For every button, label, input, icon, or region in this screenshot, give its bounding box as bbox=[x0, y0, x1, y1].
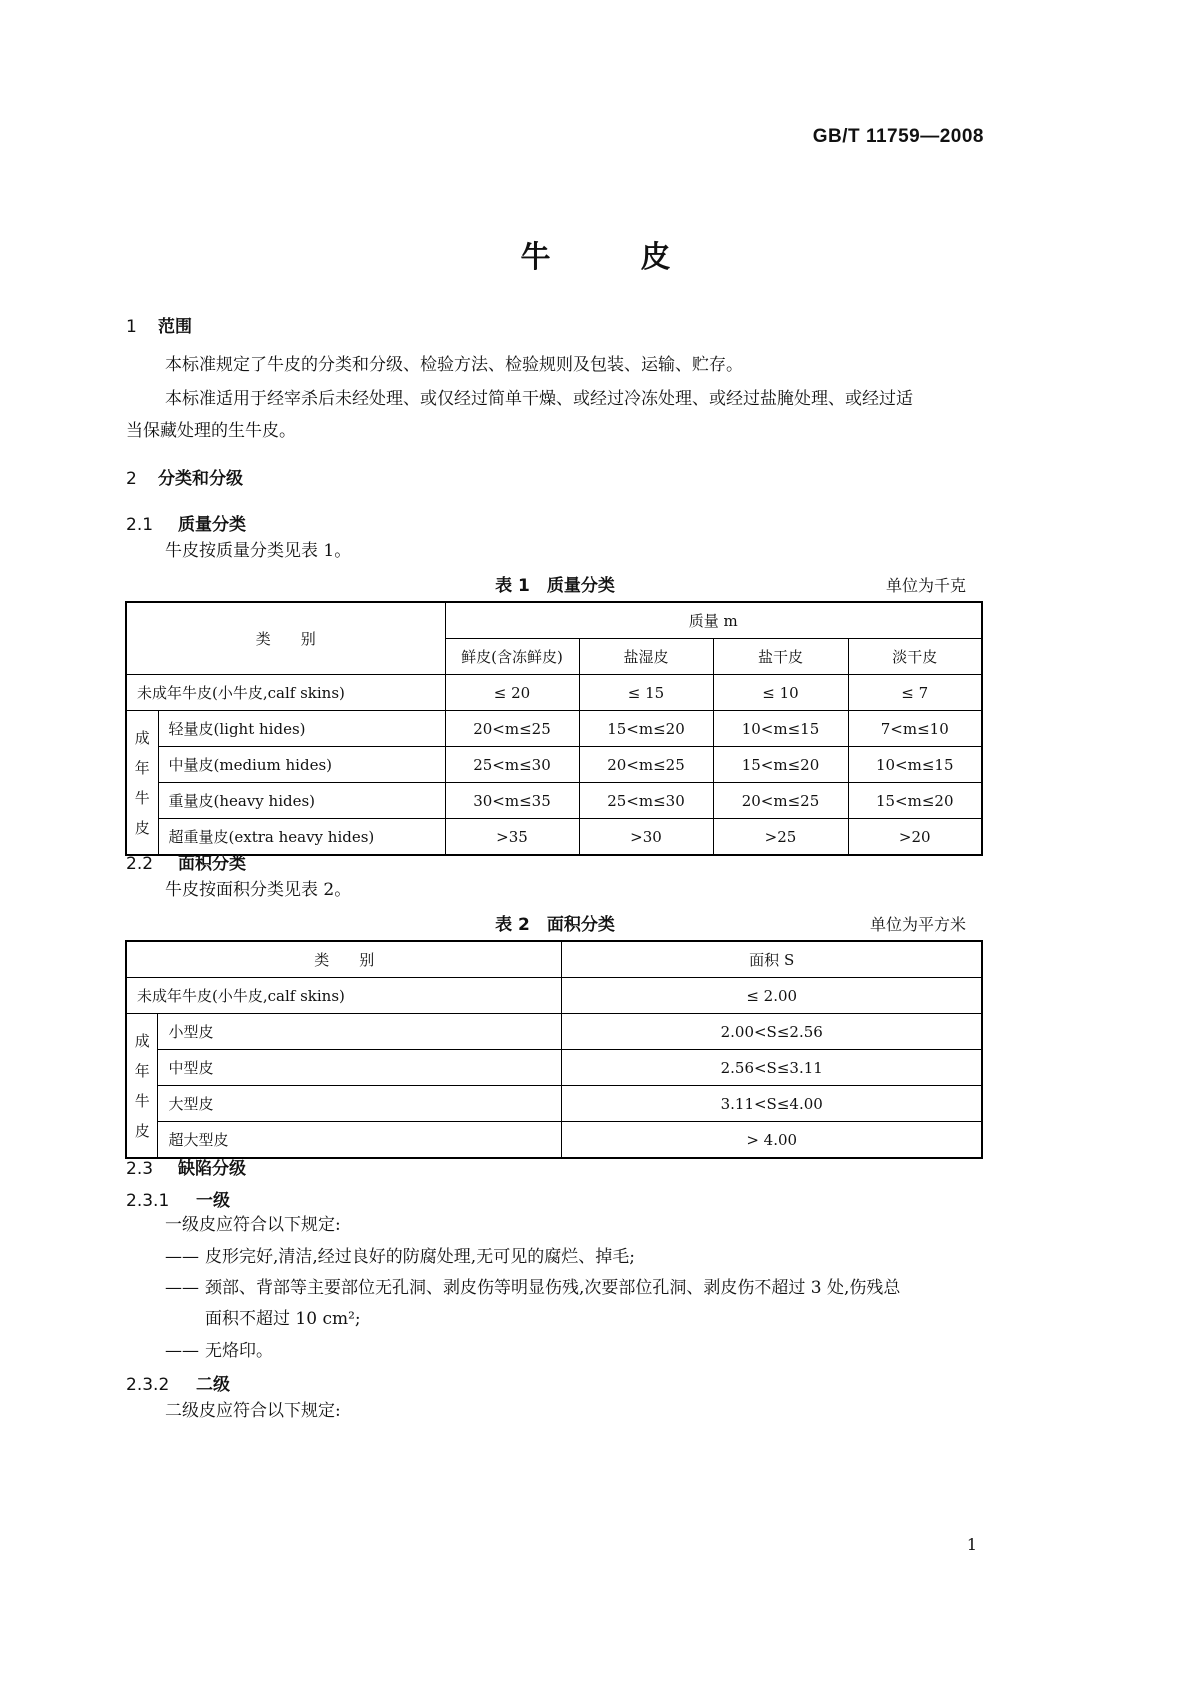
section-2-2-heading bbox=[126, 849, 246, 874]
table-cell: >20 bbox=[848, 819, 982, 856]
section-title: 分类和分级 bbox=[158, 469, 243, 489]
table-header-area: 面积 S bbox=[562, 941, 982, 978]
table-cell: >25 bbox=[713, 819, 848, 856]
section-number: 1 bbox=[126, 317, 137, 337]
section-2-heading bbox=[126, 464, 243, 489]
table-cell: ≤ 15 bbox=[579, 675, 713, 711]
table-2-caption: 表 2 面积分类 bbox=[495, 915, 615, 935]
section-title: 一级 bbox=[196, 1191, 230, 1211]
dash-marker: —— bbox=[165, 1247, 199, 1267]
row-label: 未成年牛皮(小牛皮,calf skins) bbox=[126, 978, 562, 1014]
table-header-cell: 盐干皮 bbox=[713, 639, 848, 675]
paragraph-continuation: 当保藏处理的生牛皮。 bbox=[126, 421, 296, 441]
paragraph: 本标准适用于经宰杀后未经处理、或仅经过简单干燥、或经过冷冻处理、或经过盐腌处理、或经过适 bbox=[165, 389, 913, 409]
table-row bbox=[126, 1050, 982, 1086]
table-cell: 15<m≤20 bbox=[713, 747, 848, 783]
table-row bbox=[126, 1122, 982, 1159]
table-row bbox=[126, 711, 982, 747]
row-label: 轻量皮(light hides) bbox=[158, 711, 445, 747]
table-cell: 7<m≤10 bbox=[848, 711, 982, 747]
title-char-1: 牛 bbox=[520, 240, 551, 275]
table-cell: 3.11<S≤4.00 bbox=[562, 1086, 982, 1122]
section-2-3-2-heading bbox=[126, 1370, 230, 1395]
table-cell: >30 bbox=[579, 819, 713, 856]
table-header-quality: 质量 m bbox=[445, 602, 982, 639]
table-cell: 2.00<S≤2.56 bbox=[562, 1014, 982, 1050]
table-cell: 25<m≤30 bbox=[579, 783, 713, 819]
section-number: 2.2 bbox=[126, 854, 154, 874]
section-title: 面积分类 bbox=[178, 854, 246, 874]
section-number: 2.1 bbox=[126, 515, 154, 535]
table-header-cell: 盐湿皮 bbox=[579, 639, 713, 675]
table-cell: 15<m≤20 bbox=[848, 783, 982, 819]
list-item: —— 皮形完好,清洁,经过良好的防腐处理,无可见的腐烂、掉毛; bbox=[165, 1240, 635, 1274]
group-label-adult: 成 年 牛 皮 bbox=[126, 1014, 158, 1159]
paragraph: 本标准规定了牛皮的分类和分级、检验方法、检验规则及包装、运输、贮存。 bbox=[165, 355, 743, 375]
table-1-caption: 表 1 质量分类 bbox=[495, 576, 615, 596]
group-label-adult: 成 年 牛 皮 bbox=[126, 711, 158, 856]
table-header-cell: 鲜皮(含冻鲜皮) bbox=[445, 639, 579, 675]
table-row bbox=[126, 819, 982, 856]
table-cell: 20<m≤25 bbox=[579, 747, 713, 783]
table-cell: ≤ 7 bbox=[848, 675, 982, 711]
page-number: 1 bbox=[966, 1535, 977, 1554]
row-label: 大型皮 bbox=[158, 1086, 562, 1122]
table-row bbox=[126, 1014, 982, 1050]
dash-marker: —— bbox=[165, 1341, 199, 1361]
table-cell: 25<m≤30 bbox=[445, 747, 579, 783]
list-item-continuation: 面积不超过 10 cm²; bbox=[205, 1309, 361, 1329]
list-item: —— 颈部、背部等主要部位无孔洞、剥皮伤等明显伤残,次要部位孔洞、剥皮伤不超过 3 处,伤残总 bbox=[165, 1271, 900, 1305]
section-2-3-heading bbox=[126, 1154, 246, 1179]
document-title bbox=[0, 232, 1191, 276]
list-item: —— 无烙印。 bbox=[165, 1334, 273, 1368]
table-row bbox=[126, 978, 982, 1014]
table-row bbox=[126, 783, 982, 819]
row-label: 中型皮 bbox=[158, 1050, 562, 1086]
table-cell: 10<m≤15 bbox=[848, 747, 982, 783]
section-1-heading bbox=[126, 312, 192, 337]
table-header-category: 类 别 bbox=[126, 602, 445, 675]
table-row bbox=[126, 1086, 982, 1122]
table-cell: ≤ 2.00 bbox=[562, 978, 982, 1014]
table-cell: 10<m≤15 bbox=[713, 711, 848, 747]
table-cell: >35 bbox=[445, 819, 579, 856]
row-label: 超大型皮 bbox=[158, 1122, 562, 1159]
table-cell: ≤ 20 bbox=[445, 675, 579, 711]
table-2 bbox=[125, 940, 983, 1159]
table-row bbox=[126, 675, 982, 711]
section-number: 2.3.1 bbox=[126, 1191, 170, 1211]
section-title: 缺陷分级 bbox=[178, 1159, 246, 1179]
paragraph: 牛皮按面积分类见表 2。 bbox=[165, 880, 352, 900]
row-label: 中量皮(medium hides) bbox=[158, 747, 445, 783]
table-cell: 15<m≤20 bbox=[579, 711, 713, 747]
table-2-unit: 单位为平方米 bbox=[869, 915, 966, 934]
table-header-category: 类 别 bbox=[126, 941, 562, 978]
section-number: 2.3.2 bbox=[126, 1375, 170, 1395]
section-title: 质量分类 bbox=[178, 515, 246, 535]
paragraph: 牛皮按质量分类见表 1。 bbox=[165, 541, 352, 561]
table-cell: 20<m≤25 bbox=[445, 711, 579, 747]
row-label: 重量皮(heavy hides) bbox=[158, 783, 445, 819]
standard-number: GB/T 11759—2008 bbox=[812, 126, 984, 147]
table-cell: ≤ 10 bbox=[713, 675, 848, 711]
section-2-1-heading bbox=[126, 510, 246, 535]
section-title: 范围 bbox=[158, 317, 192, 337]
dash-marker: —— bbox=[165, 1278, 199, 1298]
table-cell: 2.56<S≤3.11 bbox=[562, 1050, 982, 1086]
paragraph: 一级皮应符合以下规定: bbox=[165, 1215, 341, 1235]
table-1 bbox=[125, 601, 983, 856]
section-number: 2 bbox=[126, 469, 137, 489]
table-1-unit: 单位为千克 bbox=[885, 576, 966, 595]
table-cell: 30<m≤35 bbox=[445, 783, 579, 819]
table-header-cell: 淡干皮 bbox=[848, 639, 982, 675]
paragraph: 二级皮应符合以下规定: bbox=[165, 1401, 341, 1421]
table-cell: 20<m≤25 bbox=[713, 783, 848, 819]
table-cell: > 4.00 bbox=[562, 1122, 982, 1159]
section-number: 2.3 bbox=[126, 1159, 154, 1179]
row-label: 未成年牛皮(小牛皮,calf skins) bbox=[126, 675, 445, 711]
row-label: 小型皮 bbox=[158, 1014, 562, 1050]
table-row bbox=[126, 747, 982, 783]
section-title: 二级 bbox=[196, 1375, 230, 1395]
row-label: 超重量皮(extra heavy hides) bbox=[158, 819, 445, 856]
title-char-2: 皮 bbox=[640, 240, 671, 275]
